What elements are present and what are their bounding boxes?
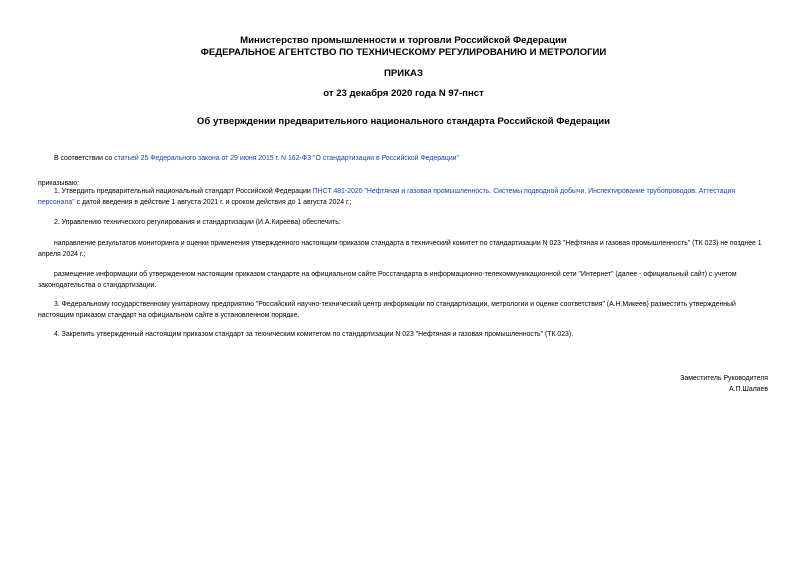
item-2-sub-1 — [38, 239, 770, 260]
agency-name: ФЕДЕРАЛЬНОЕ АГЕНТСТВО ПО ТЕХНИЧЕСКОМУ РЕГУЛИРОВАНИЮ И МЕТРОЛОГИИ — [200, 47, 607, 58]
item-2-sub-2 — [38, 270, 770, 291]
item-2 — [38, 218, 770, 229]
item-4 — [38, 330, 770, 341]
item-2-sub-2-text: размещение информации об утвержденном настоящим приказом стандарте на официальном сайте Росстандарта в информационно-телекоммуникационной сети "Интернет" (далее - официальный сайт) с учетом законодательства о стандартизации. — [38, 271, 737, 289]
signature-block — [680, 374, 768, 395]
preamble — [38, 154, 770, 165]
item-1 — [38, 187, 770, 208]
order-date: от 23 декабря 2020 года N 97-пнст — [323, 88, 484, 99]
order-subject: Об утверждении предварительного национального стандарта Российской Федерации — [196, 116, 611, 127]
ministry-name: Министерство промышленности и торговли Российской Федерации — [240, 35, 567, 46]
item-1-suffix: с датой введения в действие 1 августа 2021 г. и сроком действия до 1 августа 2024 г.; — [74, 198, 352, 206]
item-1-prefix: 1. Утвердить предварительный национальный стандарт Российской Федерации — [54, 188, 313, 195]
signature-name: А.П.Шалаев — [729, 385, 768, 393]
item-3-text: 3. Федеральному государственному унитарному предприятию "Российский научно-технический центр информации по стандартизации, метрологии и оценке соответствия" (А.Н.Микеев) разместить утвержденный настоящим приказом стандарт на официальном сайте в установленном порядке. — [38, 301, 736, 319]
item-4-text: 4. Закрепить утвержденный настоящим приказом стандарт за техническим комитетом по стандартизации N 023 "Нефтяная и газовая промышленность" (ТК 023). — [54, 331, 574, 338]
preamble-prefix: В соответствии со — [54, 155, 115, 162]
law-link[interactable]: статьей 25 Федерального закона от 29 июня 2015 г. N 162-ФЗ "О стандартизации в Российской Федерации" — [114, 155, 459, 162]
item-2-text: 2. Управлению технического регулирования и стандартизации (И.А.Киреева) обеспечить: — [54, 219, 341, 226]
orders-word: приказываю: — [38, 180, 79, 187]
order-title: ПРИКАЗ — [384, 68, 423, 79]
item-2-sub-1-text: направление результатов мониторинга и оценки применения утвержденного настоящим приказом стандарта в технический комитет по стандартизации N 023 "Нефтяная и газовая промышленность" (ТК 023) не позднее 1 апреля 2024 г.; — [38, 240, 762, 258]
standard-link[interactable]: ПНСТ 481-2020 "Нефтяная и газовая промышленность. Системы подводной добычи. Инспектирование трубопроводов. Аттестация персонала" — [38, 188, 736, 206]
item-3 — [38, 300, 770, 321]
document-header — [0, 35, 807, 59]
signature-position: Заместитель Руководителя — [680, 375, 768, 382]
